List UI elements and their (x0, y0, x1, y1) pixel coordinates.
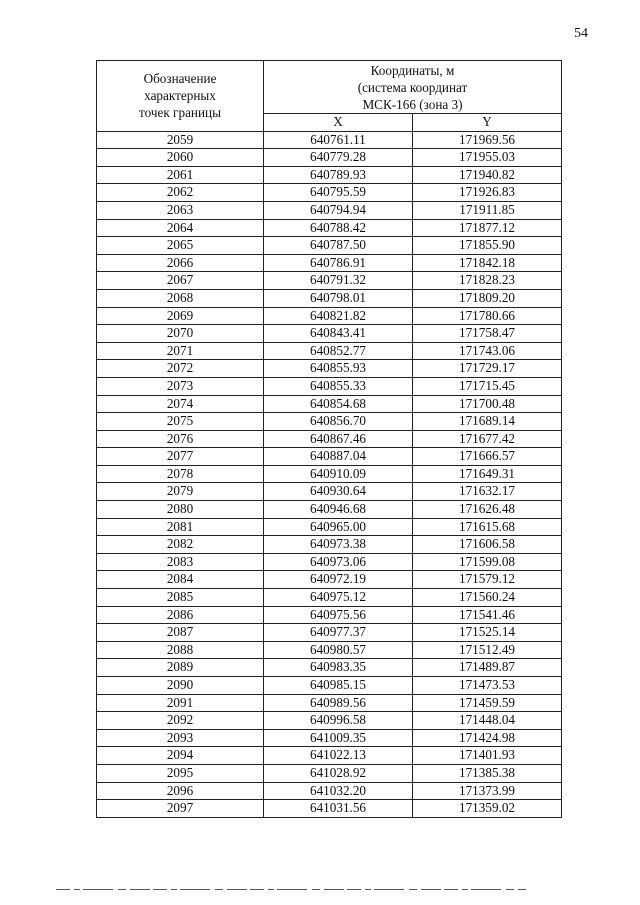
cell-point-id: 2062 (97, 184, 264, 202)
cell-point-id: 2085 (97, 589, 264, 607)
cell-y: 171855.90 (413, 237, 562, 255)
cell-x: 640789.93 (264, 166, 413, 184)
cell-x: 640867.46 (264, 430, 413, 448)
cell-x: 640989.56 (264, 694, 413, 712)
cell-x: 640821.82 (264, 307, 413, 325)
cell-point-id: 2080 (97, 501, 264, 519)
table-row (97, 483, 562, 501)
table-row (97, 149, 562, 167)
footer-scan-line (56, 888, 526, 891)
table-row (97, 518, 562, 536)
cell-y: 171512.49 (413, 641, 562, 659)
table-header (97, 61, 562, 132)
cell-y: 171541.46 (413, 606, 562, 624)
cell-y: 171911.85 (413, 201, 562, 219)
cell-point-id: 2096 (97, 782, 264, 800)
cell-x: 641031.56 (264, 800, 413, 818)
cell-y: 171489.87 (413, 659, 562, 677)
cell-y: 171955.03 (413, 149, 562, 167)
cell-point-id: 2075 (97, 413, 264, 431)
cell-y: 171940.82 (413, 166, 562, 184)
cell-x: 640973.06 (264, 553, 413, 571)
table-row (97, 659, 562, 677)
cell-point-id: 2091 (97, 694, 264, 712)
table-row (97, 325, 562, 343)
table-row (97, 377, 562, 395)
table-body (97, 131, 562, 817)
cell-y: 171877.12 (413, 219, 562, 237)
cell-x: 640791.32 (264, 272, 413, 290)
cell-x: 641009.35 (264, 729, 413, 747)
header-point-line-2: характерных (144, 88, 216, 104)
table-row (97, 184, 562, 202)
table-row (97, 553, 562, 571)
cell-x: 640946.68 (264, 501, 413, 519)
header-coords-line-2: (система координат (357, 80, 468, 95)
table-row (97, 606, 562, 624)
table-row (97, 641, 562, 659)
cell-point-id: 2087 (97, 624, 264, 642)
cell-point-id: 2067 (97, 272, 264, 290)
cell-x: 640910.09 (264, 465, 413, 483)
table-row (97, 360, 562, 378)
cell-x: 640787.50 (264, 237, 413, 255)
cell-y: 171743.06 (413, 342, 562, 360)
header-coords-line-1: Координаты, м (370, 63, 455, 78)
table-row (97, 430, 562, 448)
cell-point-id: 2065 (97, 237, 264, 255)
cell-point-id: 2097 (97, 800, 264, 818)
cell-point-id: 2059 (97, 131, 264, 149)
header-point-line-1: Обозначение (143, 71, 217, 87)
cell-point-id: 2060 (97, 149, 264, 167)
cell-point-id: 2069 (97, 307, 264, 325)
cell-y: 171401.93 (413, 747, 562, 765)
cell-y: 171385.38 (413, 764, 562, 782)
cell-y: 171842.18 (413, 254, 562, 272)
table-row (97, 166, 562, 184)
cell-x: 640996.58 (264, 712, 413, 730)
table-row (97, 536, 562, 554)
header-point-designation (97, 61, 264, 132)
cell-point-id: 2090 (97, 677, 264, 695)
cell-y: 171626.48 (413, 501, 562, 519)
cell-y: 171525.14 (413, 624, 562, 642)
cell-point-id: 2076 (97, 430, 264, 448)
cell-x: 640852.77 (264, 342, 413, 360)
cell-x: 640788.42 (264, 219, 413, 237)
cell-x: 640977.37 (264, 624, 413, 642)
table-row (97, 131, 562, 149)
table-row (97, 272, 562, 290)
page-number: 54 (574, 26, 588, 41)
table-row (97, 289, 562, 307)
cell-point-id: 2072 (97, 360, 264, 378)
table-row (97, 201, 562, 219)
table-row (97, 712, 562, 730)
cell-y: 171729.17 (413, 360, 562, 378)
table-row (97, 342, 562, 360)
cell-y: 171560.24 (413, 589, 562, 607)
cell-x: 640930.64 (264, 483, 413, 501)
table-row (97, 729, 562, 747)
cell-y: 171459.59 (413, 694, 562, 712)
coordinates-table (96, 60, 562, 818)
cell-x: 640975.12 (264, 589, 413, 607)
cell-y: 171780.66 (413, 307, 562, 325)
table-row (97, 465, 562, 483)
cell-x: 640843.41 (264, 325, 413, 343)
cell-x: 640794.94 (264, 201, 413, 219)
cell-x: 640855.93 (264, 360, 413, 378)
cell-x: 640856.70 (264, 413, 413, 431)
cell-y: 171715.45 (413, 377, 562, 395)
cell-x: 640985.15 (264, 677, 413, 695)
cell-x: 640779.28 (264, 149, 413, 167)
table-row (97, 237, 562, 255)
cell-point-id: 2071 (97, 342, 264, 360)
cell-point-id: 2063 (97, 201, 264, 219)
cell-y: 171579.12 (413, 571, 562, 589)
cell-y: 171689.14 (413, 413, 562, 431)
cell-y: 171448.04 (413, 712, 562, 730)
cell-point-id: 2093 (97, 729, 264, 747)
cell-point-id: 2064 (97, 219, 264, 237)
cell-x: 641028.92 (264, 764, 413, 782)
cell-y: 171606.58 (413, 536, 562, 554)
table-row (97, 448, 562, 466)
cell-x: 641022.13 (264, 747, 413, 765)
cell-y: 171424.98 (413, 729, 562, 747)
cell-point-id: 2074 (97, 395, 264, 413)
cell-y: 171632.17 (413, 483, 562, 501)
header-coordinates (264, 61, 562, 114)
cell-x: 640972.19 (264, 571, 413, 589)
cell-point-id: 2079 (97, 483, 264, 501)
cell-x: 640887.04 (264, 448, 413, 466)
table-row (97, 747, 562, 765)
cell-y: 171700.48 (413, 395, 562, 413)
table-row (97, 800, 562, 818)
cell-y: 171373.99 (413, 782, 562, 800)
table-row (97, 219, 562, 237)
cell-x: 640854.68 (264, 395, 413, 413)
cell-point-id: 2078 (97, 465, 264, 483)
cell-y: 171649.31 (413, 465, 562, 483)
cell-x: 640798.01 (264, 289, 413, 307)
cell-y: 171359.02 (413, 800, 562, 818)
cell-y: 171666.57 (413, 448, 562, 466)
cell-point-id: 2068 (97, 289, 264, 307)
cell-point-id: 2082 (97, 536, 264, 554)
cell-point-id: 2073 (97, 377, 264, 395)
cell-y: 171615.68 (413, 518, 562, 536)
table-row (97, 395, 562, 413)
cell-y: 171809.20 (413, 289, 562, 307)
cell-point-id: 2081 (97, 518, 264, 536)
table-row (97, 307, 562, 325)
table-row (97, 589, 562, 607)
cell-point-id: 2094 (97, 747, 264, 765)
cell-x: 640983.35 (264, 659, 413, 677)
header-point-line-3: точек границы (139, 105, 221, 121)
table-row (97, 677, 562, 695)
table-row (97, 501, 562, 519)
cell-x: 640973.38 (264, 536, 413, 554)
cell-y: 171599.08 (413, 553, 562, 571)
header-row-main (97, 61, 562, 114)
cell-x: 640975.56 (264, 606, 413, 624)
cell-y: 171473.53 (413, 677, 562, 695)
cell-x: 640786.91 (264, 254, 413, 272)
table-row (97, 254, 562, 272)
cell-point-id: 2095 (97, 764, 264, 782)
cell-point-id: 2092 (97, 712, 264, 730)
header-y: Y (413, 114, 562, 132)
cell-x: 640980.57 (264, 641, 413, 659)
cell-x: 640965.00 (264, 518, 413, 536)
cell-point-id: 2086 (97, 606, 264, 624)
cell-point-id: 2066 (97, 254, 264, 272)
table-row (97, 571, 562, 589)
cell-point-id: 2084 (97, 571, 264, 589)
table-row (97, 413, 562, 431)
cell-point-id: 2070 (97, 325, 264, 343)
cell-y: 171969.56 (413, 131, 562, 149)
cell-point-id: 2088 (97, 641, 264, 659)
cell-x: 640761.11 (264, 131, 413, 149)
table-row (97, 764, 562, 782)
cell-x: 640795.59 (264, 184, 413, 202)
table-row (97, 624, 562, 642)
header-coords-line-3: МСК-166 (зона 3) (362, 97, 463, 112)
cell-x: 640855.33 (264, 377, 413, 395)
cell-y: 171828.23 (413, 272, 562, 290)
cell-point-id: 2089 (97, 659, 264, 677)
cell-y: 171677.42 (413, 430, 562, 448)
cell-x: 641032.20 (264, 782, 413, 800)
table-row (97, 694, 562, 712)
cell-point-id: 2061 (97, 166, 264, 184)
cell-point-id: 2083 (97, 553, 264, 571)
table-row (97, 782, 562, 800)
cell-y: 171758.47 (413, 325, 562, 343)
cell-y: 171926.83 (413, 184, 562, 202)
cell-point-id: 2077 (97, 448, 264, 466)
header-x: X (264, 114, 413, 132)
